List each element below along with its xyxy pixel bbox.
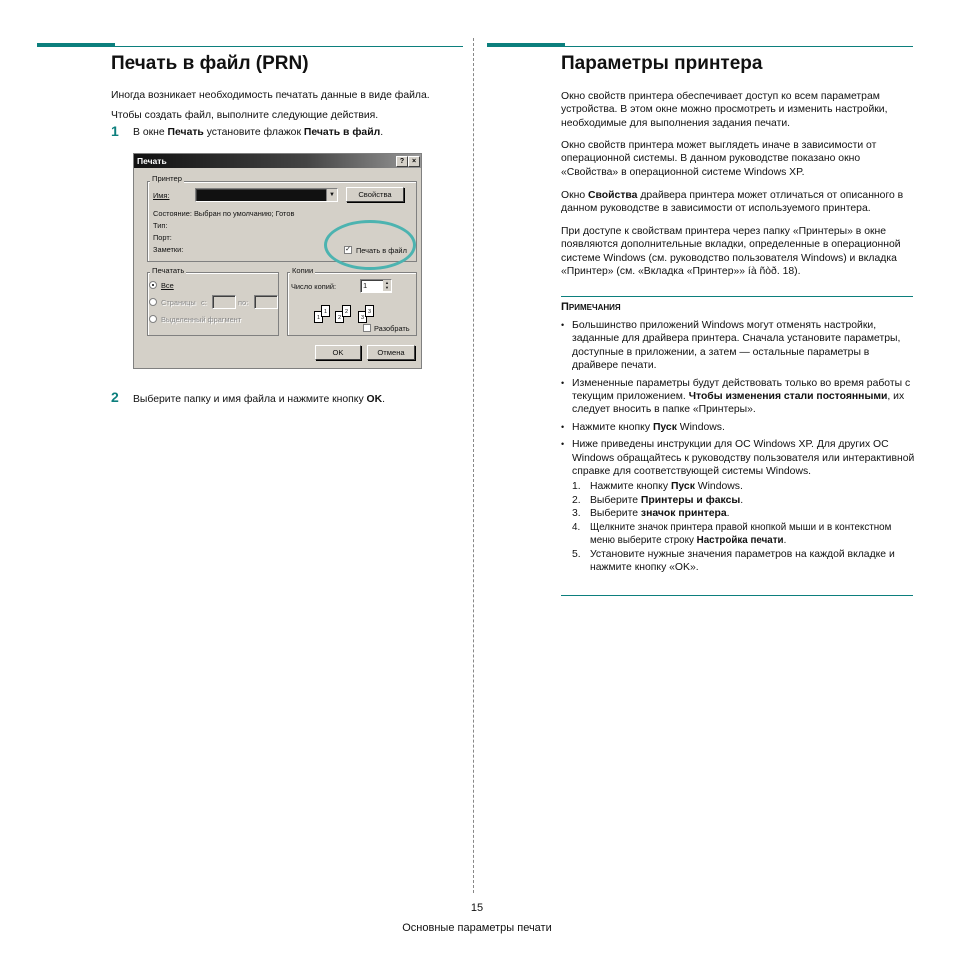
step-post: . <box>740 494 744 506</box>
section-title-print-to-file: Печать в файл (PRN) <box>111 53 309 74</box>
properties-button[interactable]: Свойства <box>346 187 404 202</box>
paragraph-2: Окно свойств принтера может выглядеть иначе в зависимости от операционной системы. В данном руководстве показано окно «Свойства» в операционной системе Windows XP. <box>561 140 877 178</box>
collate-label[interactable]: Разобрать <box>374 324 410 333</box>
notes-bottom-rule <box>561 595 913 596</box>
step-2-pre: Выберите папку и имя файла и нажмите кнопку <box>133 394 367 405</box>
step-2-post: . <box>382 394 386 405</box>
step-item <box>572 507 916 520</box>
step-1-text <box>133 126 383 139</box>
p3-post: драйвера принтера может отличаться от описанного в данном руководстве в зависимости от используемого принтера. <box>561 190 904 215</box>
paragraph-3 <box>561 189 911 216</box>
collate-page-icon: 2 <box>342 305 351 317</box>
dialog-title-bar <box>134 154 421 168</box>
step-1-mid: установите флажок <box>203 127 304 138</box>
range-all-label[interactable]: Все <box>161 281 174 290</box>
collate-page-icon: 2 <box>335 311 344 323</box>
note-item: • Большинство приложений Windows могут отменять настройки, заданные для драйвера принтера. Сначала установите параметры, доступные в приложении, а затем — остальные параметры в драйвере печати. <box>561 319 916 373</box>
note-2-bold: Чтобы изменения стали постоянными <box>688 391 888 403</box>
step-bold: Настройка печати <box>696 535 784 547</box>
step-bold: значок принтера <box>640 508 727 520</box>
step-bold: Принтеры и факсы <box>640 494 741 506</box>
collate-checkbox[interactable] <box>363 324 371 332</box>
paragraph-4: При доступе к свойствам принтера через папку «Принтеры» в окне появляются дополнительные вкладки, определенные в операционной системе Windows (см. руководство пользователя Windows) и вкладка «Принтер» (см. «Вкладка «Принтер»» íà ñòð. 18). <box>561 226 901 278</box>
range-from-label: с: <box>201 298 207 307</box>
status-label-text: Состояние: <box>153 209 192 218</box>
step-num: 3. <box>572 508 581 520</box>
printer-group-label: Принтер <box>152 174 182 183</box>
step-pre: Щелкните значок принтера правой кнопкой мыши и в контекстном меню выберите строку <box>590 521 892 547</box>
range-all-radio[interactable] <box>149 281 157 289</box>
step-pre: Нажмите кнопку <box>590 481 671 493</box>
p3-bold: Свойства <box>588 190 638 201</box>
cancel-button[interactable]: Отмена <box>367 345 415 360</box>
p3-pre: Окно <box>561 190 589 201</box>
name-label: Имя: <box>153 191 170 200</box>
collate-page-icon: 1 <box>321 305 330 317</box>
range-pages-label: Страницы <box>161 298 196 307</box>
step-1-bold-print: Печать <box>167 127 204 138</box>
copies-group-label: Копии <box>292 266 314 275</box>
step-1-bold-print-to-file: Печать в файл <box>303 127 381 138</box>
step-post: Windows. <box>694 481 743 493</box>
dialog-title: Печать <box>137 156 167 166</box>
step-item <box>572 548 916 575</box>
collate-page-icon: 3 <box>365 305 374 317</box>
notes-title-text: Примечания <box>561 301 621 313</box>
column-divider <box>473 38 474 893</box>
dropdown-arrow-icon[interactable]: ▼ <box>326 189 337 201</box>
print-range-label: Печатать <box>152 266 185 275</box>
type-label: Тип: <box>153 221 168 230</box>
status-label <box>153 209 294 218</box>
intro-text-2: Чтобы создать файл, выполните следующие действия. <box>111 110 379 121</box>
copies-label: Число копий: <box>291 282 337 291</box>
ok-button[interactable]: OK <box>315 345 361 360</box>
print-to-file-checkbox[interactable]: ✓ <box>345 246 351 253</box>
step-pre: Установите нужные значения параметров на каждой вкладке и нажмите кнопку «OK». <box>590 548 895 573</box>
notes-label: Заметки: <box>153 245 184 254</box>
step-pre: Выберите <box>590 494 641 506</box>
range-selection-label: Выделенный фрагмент <box>161 315 242 324</box>
step-number-2: 2 <box>111 389 119 405</box>
note-3-pre: Нажмите кнопку <box>572 421 653 433</box>
step-post: . <box>783 535 787 547</box>
notes-top-rule <box>561 296 913 297</box>
left-header-rule <box>37 46 463 47</box>
range-to-input[interactable] <box>254 295 278 309</box>
range-to-label: по: <box>238 298 249 307</box>
step-bold: Пуск <box>670 481 695 493</box>
step-num: 1. <box>572 481 581 493</box>
collate-page-icon: 3 <box>358 311 367 323</box>
step-2-bold-ok: OK <box>366 394 383 405</box>
notes-list <box>561 319 916 574</box>
step-2-text <box>133 393 385 406</box>
port-label: Порт: <box>153 233 172 242</box>
status-value: Выбран по умолчанию; Готов <box>194 209 295 218</box>
note-item <box>561 421 916 434</box>
printer-name-select[interactable] <box>195 188 338 202</box>
collate-page-icon: 1 <box>314 311 323 323</box>
step-num: 2. <box>572 494 581 506</box>
note-2-post: , их следует вносить в папке «Принтеры». <box>572 391 905 416</box>
close-button[interactable]: × <box>408 156 420 167</box>
step-1-post: . <box>380 127 384 138</box>
note-3-post: Windows. <box>676 421 725 433</box>
help-button[interactable]: ? <box>396 156 408 167</box>
section-title-printer-settings: Параметры принтера <box>561 53 763 74</box>
step-number-1: 1 <box>111 123 119 139</box>
print-to-file-label[interactable]: Печать в файл <box>356 246 407 255</box>
range-selection-radio[interactable] <box>149 315 157 323</box>
right-header-rule <box>487 46 913 47</box>
note-item <box>561 377 916 417</box>
note-item: • Ниже приведены инструкции для ОС Windows XP. Для других ОС Windows обращайтесь к руководству пользователя или интерактивной справке для соответствующей системы Windows. <box>561 438 916 478</box>
step-item <box>572 494 916 507</box>
notes-title <box>561 301 621 314</box>
step-post: . <box>726 508 730 520</box>
intro-text: Иногда возникает необходимость печатать данные в виде файла. <box>111 90 430 101</box>
page-number: 15 <box>470 902 484 914</box>
paragraph-1: Окно свойств принтера обеспечивает доступ ко всем параметрам устройства. В этом окне можно просмотреть и изменить настройки, необходимые для выполнения задания печати. <box>561 91 888 129</box>
range-from-input[interactable] <box>212 295 236 309</box>
step-1-pre: В окне <box>133 127 168 138</box>
step-num: 5. <box>572 548 581 560</box>
range-pages-radio[interactable] <box>149 298 157 306</box>
highlight-ellipse <box>324 220 416 270</box>
step-num: 4. <box>572 521 581 533</box>
step-item <box>572 480 916 493</box>
step-item <box>572 521 916 548</box>
stepper-arrows-icon[interactable]: ▲ ▼ <box>383 280 391 291</box>
copies-value: 1 <box>363 281 368 290</box>
footer-section-title: Основные параметры печати <box>402 922 552 934</box>
note-2-pre: Измененные параметры будут действовать только во время работы с текущим приложением. <box>572 377 911 403</box>
copies-stepper[interactable] <box>360 279 392 293</box>
note-3-bold: Пуск <box>652 421 677 433</box>
step-pre: Выберите <box>590 508 641 520</box>
